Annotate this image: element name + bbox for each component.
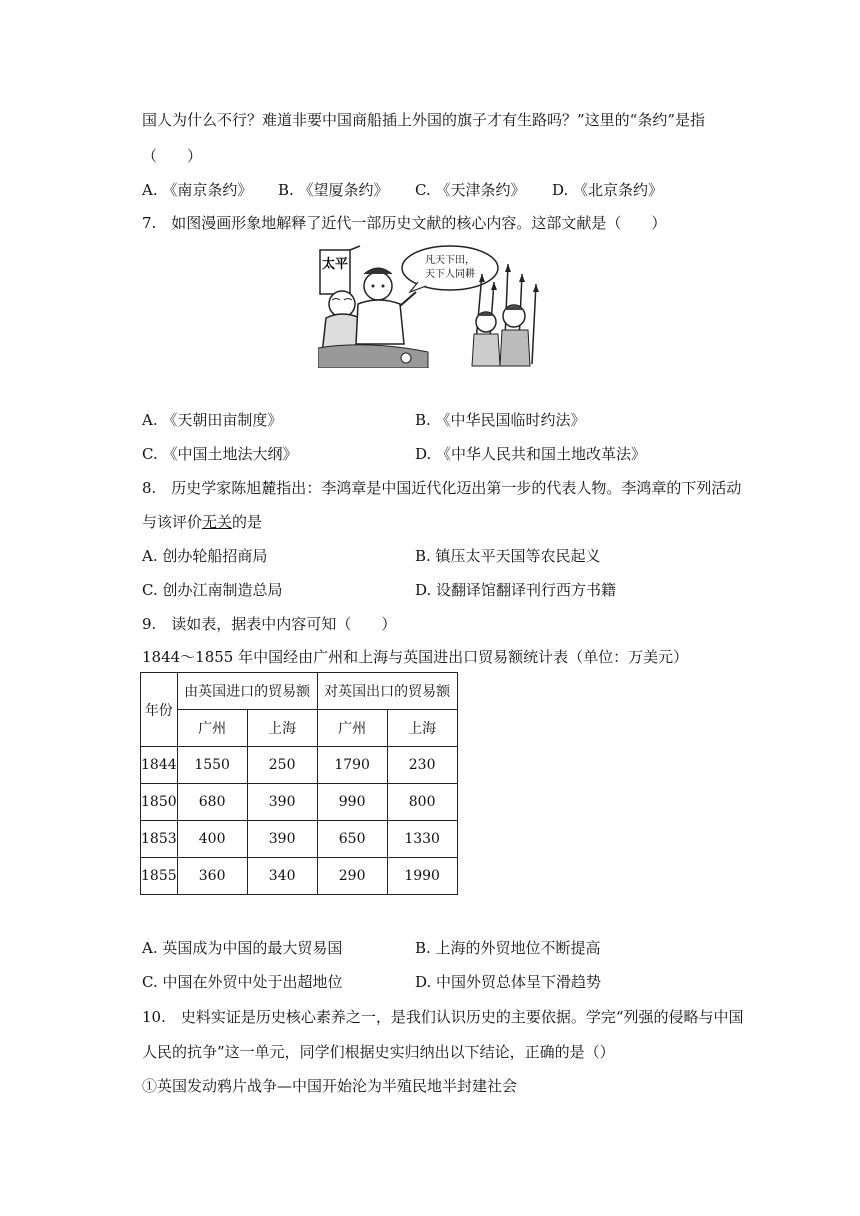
cartoon-banner-text: 太平	[321, 257, 349, 272]
q9-option-a[interactable]: A. 英国成为中国的最大贸易国	[142, 939, 343, 957]
q7-option-b[interactable]: B. 《中华民国临时约法》	[415, 411, 586, 429]
table-subheader: 上海	[247, 710, 317, 747]
q8-stem-line-1: 8. 历史学家陈旭麓指出：李鸿章是中国近代化迈出第一步的代表人物。李鸿章的下列活动	[142, 479, 742, 497]
q7-option-d[interactable]: D. 《中华人民共和国土地改革法》	[415, 445, 647, 463]
table-cell: 230	[387, 747, 457, 784]
table-cell: 1844	[141, 747, 178, 784]
q10-stem-line-1: 10. 史料实证是历史核心素养之一，是我们认识历史的主要依据。学完“列强的侵略与中国	[142, 1008, 744, 1026]
q6-option-b[interactable]: B. 《望厦条约》	[278, 181, 389, 199]
q10-stem-line-2: 人民的抗争”这一单元，同学们根据史实归纳出以下结论，正确的是（）	[142, 1043, 615, 1061]
table-header-year: 年份	[141, 673, 178, 747]
q9-stem: 9. 读如表，据表中内容可知（ ）	[142, 615, 397, 633]
table-cell: 340	[247, 858, 317, 895]
table-cell: 800	[387, 784, 457, 821]
q9-table-caption: 1844～1855 年中国经由广州和上海与英国进出口贸易额统计表（单位：万美元）	[142, 648, 689, 666]
table-row	[141, 821, 458, 858]
table-cell: 400	[177, 821, 247, 858]
table-cell: 250	[247, 747, 317, 784]
table-cell: 390	[247, 784, 317, 821]
q6-option-d[interactable]: D. 《北京条约》	[552, 181, 664, 199]
table-cell: 1850	[141, 784, 178, 821]
q7-stem: 7. 如图漫画形象地解释了近代一部历史文献的核心内容。这部文献是（ ）	[142, 214, 667, 232]
cartoon-speech-line-2: 天下人同耕	[425, 269, 475, 280]
q8-option-a[interactable]: A. 创办轮船招商局	[142, 547, 268, 565]
q9-option-d[interactable]: D. 中国外贸总体呈下滑趋势	[415, 973, 602, 991]
table-cell: 360	[177, 858, 247, 895]
table-cell: 1853	[141, 821, 178, 858]
table-row	[141, 784, 458, 821]
table-cell: 1855	[141, 858, 178, 895]
table-cell: 680	[177, 784, 247, 821]
q7-cartoon-image	[318, 244, 540, 368]
q7-option-c[interactable]: C. 《中国土地法大纲》	[142, 445, 298, 463]
table-subheader: 广州	[177, 710, 247, 747]
table-cell: 1990	[387, 858, 457, 895]
q9-option-c[interactable]: C. 中国在外贸中处于出超地位	[142, 973, 343, 991]
table-cell: 1790	[317, 747, 387, 784]
cartoon-speech-line-1: 凡天下田，	[425, 255, 475, 266]
q8-option-b[interactable]: B. 镇压太平天国等农民起义	[415, 547, 601, 565]
q8-underlined-word: 无关	[202, 513, 233, 531]
table-cell: 290	[317, 858, 387, 895]
q8-stem-line-2: 与该评价无关的是	[142, 513, 263, 531]
table-header-import: 由英国进口的贸易额	[177, 673, 317, 710]
table-cell: 990	[317, 784, 387, 821]
table-subheader: 广州	[317, 710, 387, 747]
table-header-export: 对英国出口的贸易额	[317, 673, 457, 710]
q6-option-c[interactable]: C. 《天津条约》	[415, 181, 526, 199]
table-subheader: 上海	[387, 710, 457, 747]
q10-item-1: ①英国发动鸦片战争—中国开始沦为半殖民地半封建社会	[142, 1077, 518, 1095]
table-row	[141, 858, 458, 895]
q9-trade-table	[140, 672, 458, 895]
q9-option-b[interactable]: B. 上海的外贸地位不断提高	[415, 939, 601, 957]
q6-option-a[interactable]: A. 《南京条约》	[142, 181, 253, 199]
q8-option-d[interactable]: D. 设翻译馆翻译刊行西方书籍	[415, 581, 617, 599]
table-cell: 650	[317, 821, 387, 858]
table-cell: 1330	[387, 821, 457, 858]
table-cell: 390	[247, 821, 317, 858]
q6-stem-continuation: 国人为什么不行？难道非要中国商船插上外国的旗子才有生路吗？”这里的“条约”是指	[142, 111, 706, 129]
q8-option-c[interactable]: C. 创办江南制造总局	[142, 581, 283, 599]
q7-option-a[interactable]: A. 《天朝田亩制度》	[142, 411, 283, 429]
table-row	[141, 747, 458, 784]
q6-answer-paren: （ ）	[142, 147, 203, 165]
table-cell: 1550	[177, 747, 247, 784]
